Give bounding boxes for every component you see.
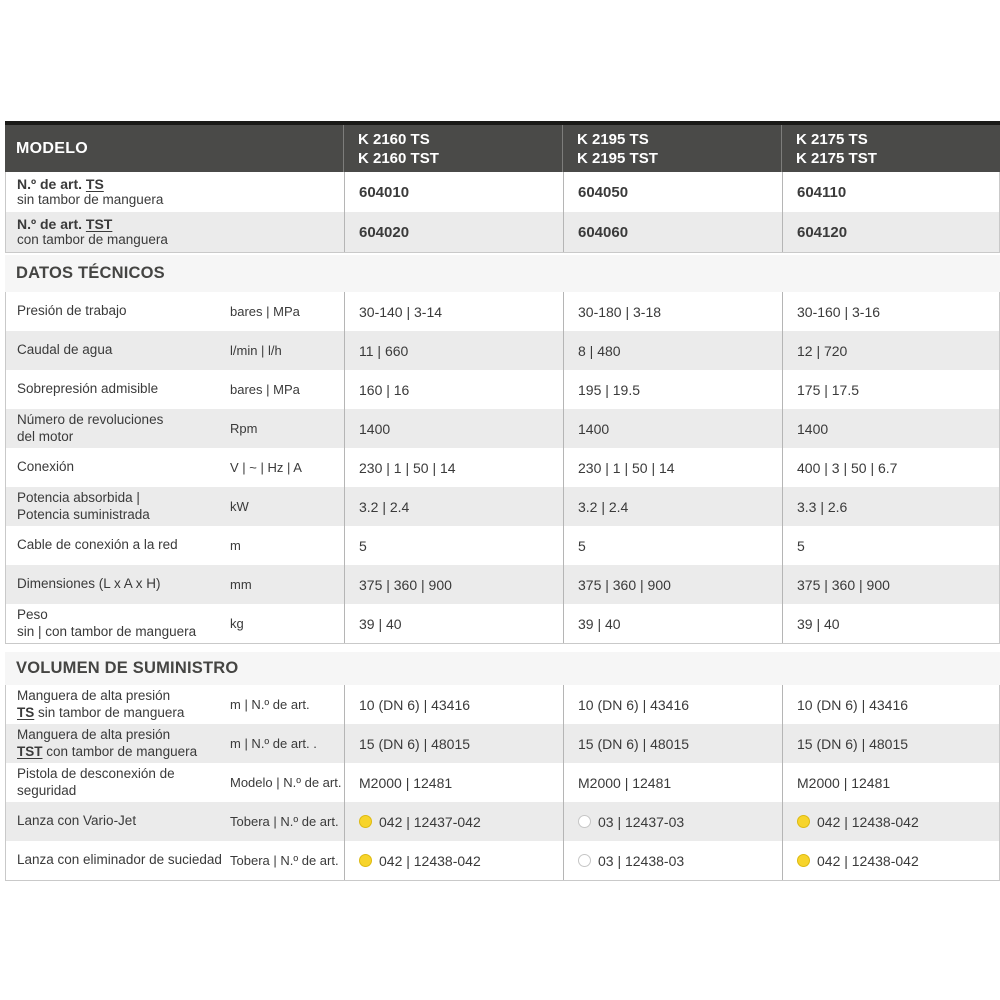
value-cell: 1400 [344, 409, 563, 448]
model-label-cell [5, 125, 343, 172]
availability-dot-icon [578, 854, 591, 867]
value-cell: 230 | 1 | 50 | 14 [344, 448, 563, 487]
value-cell: 39 | 40 [563, 604, 782, 643]
table-row [6, 802, 999, 841]
value-cell: 15 (DN 6) | 48015 [563, 724, 782, 763]
value-cell: 5 [782, 526, 1000, 565]
table-row [6, 841, 999, 880]
unit-cell: Rpm [230, 420, 258, 436]
value-cell: 30-180 | 3-18 [563, 292, 782, 331]
table-row [6, 565, 999, 604]
value-cell: 375 | 360 | 900 [782, 565, 1000, 604]
value-cell: M2000 | 12481 [344, 763, 563, 802]
technical-data-block [5, 292, 1000, 644]
value-cell: 604050 [563, 172, 782, 212]
value-cell: 042 | 12438-042 [344, 841, 563, 880]
value-cell: 30-140 | 3-14 [344, 292, 563, 331]
availability-dot-icon [578, 815, 591, 828]
value-cell: 39 | 40 [782, 604, 1000, 643]
value-cell: 12 | 720 [782, 331, 1000, 370]
unit-cell: m [230, 537, 241, 553]
value-cell: 604110 [782, 172, 1000, 212]
model-column-header: K 2175 TS K 2175 TST [781, 125, 1000, 172]
row-label: Número de revoluciones del motor [17, 412, 164, 444]
value-cell: 375 | 360 | 900 [344, 565, 563, 604]
value-cell: 5 [563, 526, 782, 565]
value-cell: 1400 [782, 409, 1000, 448]
row-label: Sobrepresión admisible [17, 381, 159, 397]
scope-of-delivery-block [5, 685, 1000, 881]
row-label: Presión de trabajo [17, 303, 127, 319]
table-row [6, 448, 999, 487]
section-title-volumen-de-suministro: VOLUMEN DE SUMINISTRO [5, 652, 1000, 685]
table-row [6, 763, 999, 802]
table-row [6, 685, 999, 724]
value-cell: 375 | 360 | 900 [563, 565, 782, 604]
unit-cell: bares | MPa [230, 381, 300, 397]
value-cell: 10 (DN 6) | 43416 [563, 685, 782, 724]
row-label: Caudal de agua [17, 342, 113, 358]
value-cell: 10 (DN 6) | 43416 [344, 685, 563, 724]
unit-cell: Modelo | N.º de art. [230, 774, 342, 790]
table-row [6, 331, 999, 370]
unit-cell: Tobera | N.º de art. [230, 813, 339, 829]
row-label: N.º de art. TST con tambor de manguera [17, 215, 168, 247]
value-cell: 8 | 480 [563, 331, 782, 370]
value-cell: 604020 [344, 212, 563, 252]
value-cell: 3.3 | 2.6 [782, 487, 1000, 526]
value-cell: 03 | 12437-03 [563, 802, 782, 841]
value-cell: 03 | 12438-03 [563, 841, 782, 880]
value-cell: 604010 [344, 172, 563, 212]
table-row [6, 724, 999, 763]
unit-cell: m | N.º de art. [230, 696, 310, 712]
value-cell: 400 | 3 | 50 | 6.7 [782, 448, 1000, 487]
value-cell: 042 | 12438-042 [782, 841, 1000, 880]
table-row [6, 526, 999, 565]
table-row [6, 212, 999, 252]
value-cell: M2000 | 12481 [563, 763, 782, 802]
value-cell: 39 | 40 [344, 604, 563, 643]
value-cell: 160 | 16 [344, 370, 563, 409]
model-column-header: K 2195 TS K 2195 TST [562, 125, 781, 172]
table-row [6, 370, 999, 409]
value-cell: M2000 | 12481 [782, 763, 1000, 802]
section-title-datos-tecnicos: DATOS TÉCNICOS [5, 255, 1000, 292]
row-label: Conexión [17, 459, 75, 475]
value-cell: 3.2 | 2.4 [344, 487, 563, 526]
value-cell: 604060 [563, 212, 782, 252]
value-cell: 604120 [782, 212, 1000, 252]
unit-cell: l/min | l/h [230, 342, 282, 358]
value-cell: 11 | 660 [344, 331, 563, 370]
row-label: Lanza con eliminador de suciedad [17, 852, 222, 868]
value-cell: 042 | 12438-042 [782, 802, 1000, 841]
value-cell: 15 (DN 6) | 48015 [782, 724, 1000, 763]
availability-dot-icon [359, 854, 372, 867]
value-cell: 30-160 | 3-16 [782, 292, 1000, 331]
model-label: MODELO [16, 139, 89, 157]
table-row [6, 172, 999, 212]
spec-sheet [5, 121, 1000, 881]
value-cell: 1400 [563, 409, 782, 448]
table-row [6, 604, 999, 643]
value-cell: 10 (DN 6) | 43416 [782, 685, 1000, 724]
table-header-row [5, 125, 1000, 172]
table-row [6, 487, 999, 526]
row-label: Peso sin | con tambor de manguera [17, 607, 197, 639]
unit-cell: bares | MPa [230, 303, 300, 319]
value-cell: 230 | 1 | 50 | 14 [563, 448, 782, 487]
row-label: Pistola de desconexión de seguridad [17, 766, 175, 798]
article-number-block [5, 172, 1000, 253]
unit-cell: Tobera | N.º de art. [230, 852, 339, 868]
value-cell: 195 | 19.5 [563, 370, 782, 409]
value-cell: 175 | 17.5 [782, 370, 1000, 409]
unit-cell: kW [230, 498, 249, 514]
availability-dot-icon [797, 815, 810, 828]
table-row [6, 292, 999, 331]
row-label: Dimensiones (L x A x H) [17, 576, 161, 592]
unit-cell: kg [230, 615, 244, 631]
row-label: Manguera de alta presión TST con tambor de manguera [17, 727, 198, 759]
unit-cell: mm [230, 576, 252, 592]
value-cell: 042 | 12437-042 [344, 802, 563, 841]
row-label: Manguera de alta presión TS sin tambor de manguera [17, 688, 185, 720]
row-label: Lanza con Vario-Jet [17, 813, 137, 829]
table-row [6, 409, 999, 448]
unit-cell: m | N.º de art. . [230, 735, 317, 751]
value-cell: 15 (DN 6) | 48015 [344, 724, 563, 763]
model-column-header: K 2160 TS K 2160 TST [343, 125, 562, 172]
row-label: Cable de conexión a la red [17, 537, 178, 553]
availability-dot-icon [797, 854, 810, 867]
row-label: Potencia absorbida | Potencia suministrada [17, 490, 150, 522]
row-label: N.º de art. TS sin tambor de manguera [17, 175, 164, 207]
unit-cell: V | ~ | Hz | A [230, 459, 302, 475]
value-cell: 5 [344, 526, 563, 565]
availability-dot-icon [359, 815, 372, 828]
value-cell: 3.2 | 2.4 [563, 487, 782, 526]
